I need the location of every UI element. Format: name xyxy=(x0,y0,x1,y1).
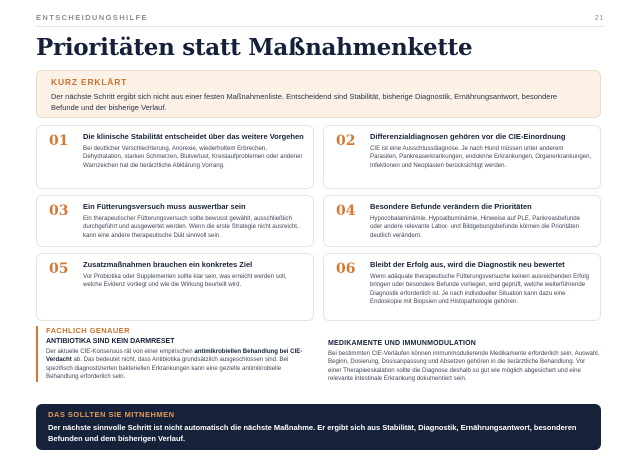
takeaway-label: DAS SOLLTEN SIE MITNEHMEN xyxy=(48,410,175,419)
card-number: 03 xyxy=(49,203,69,219)
medication-subtitle: MEDIKAMENTE UND IMMUNMODULATION xyxy=(328,340,477,347)
card-number: 01 xyxy=(49,133,69,149)
card-title: Zusatzmaßnahmen brauchen ein konkretes Ziel xyxy=(83,260,253,269)
page-number: 21 xyxy=(594,12,604,22)
summary-text: Der nächste Schritt ergibt sich nicht aus einer festen Maßnahmenliste. Entscheidend sind Stabilität, bisherige Diagnostik, Ernährungsantwort, besondere Befunde und der bisherige Verlauf. xyxy=(51,92,558,112)
deep-dive-label: FACHLICH GENAUER xyxy=(46,326,130,335)
medication-section xyxy=(328,340,600,384)
priority-card-04 xyxy=(323,195,601,247)
card-number: 02 xyxy=(336,133,356,149)
card-title: Differenzialdiagnosen gehören vor die CIE-Einordnung xyxy=(370,132,566,141)
medication-text: Bei bestimmten CIE-Verläufen können immunmodulierende Medikamente erforderlich sein. Auswahl, Beginn, Dosierung, Dosisanpassung und Absetzen gehören in die tierärztliche Behandlung. Vor einer Therapieeskalation sollte die Diagnose deshalb so gut wie möglich abgesichert und eine relevante intestinale Erkrankung dokumentiert sein. xyxy=(328,350,600,383)
card-title: Ein Fütterungsversuch muss auswertbar sein xyxy=(83,202,246,211)
card-title: Die klinische Stabilität entscheidet über das weitere Vorgehen xyxy=(83,132,304,141)
card-number: 05 xyxy=(49,261,69,277)
takeaway-box xyxy=(36,404,601,450)
card-number: 04 xyxy=(336,203,356,219)
card-text: Hypocobalaminämie, Hypoalbuminämie, Hinweise auf PLE, Pankreasbefunde oder andere relevante Labor- und Bildgebungsbefunde können die Prioritäten deutlich verändern. xyxy=(370,215,581,239)
card-title: Bleibt der Erfolg aus, wird die Diagnostik neu bewertet xyxy=(370,260,565,269)
summary-label: KURZ ERKLÄRT xyxy=(51,77,128,87)
priority-card-01 xyxy=(36,125,314,189)
page-header xyxy=(36,10,604,24)
card-title: Besondere Befunde verändern die Prioritäten xyxy=(370,202,532,211)
priority-card-02 xyxy=(323,125,601,189)
card-text: CIE ist eine Ausschlussdiagnose. Je nach Hund müssen unter anderem Parasiten, Pankreaserkrankungen, endokrine Erkrankungen, Organerkrankungen, Infektionen und Neoplasien berücksichtigt werden. xyxy=(370,145,592,169)
deep-dive-section xyxy=(36,326,306,382)
priority-card-03 xyxy=(36,195,314,247)
deep-dive-text: Der aktuelle CIE-Konsensus rät von einer empirischen antimikrobiellen Behandlung bei CIE-Verdacht ab. Das bedeutet nicht, dass Antibiotika grundsätzlich ausgeschlossen sind. Bei spezifisch diagnostizierten bakteriellen Erkrankungen kann eine gezielte antimikrobielle Behandlung erforderlich sein. xyxy=(46,348,303,381)
card-text: Ein therapeutischer Fütterungsversuch sollte bewusst gewählt, ausschließlich durchgeführt und ausgewertet werden. Wenn die erste Strategie nicht ausreicht, kann eine andere therapeutische Diät sinnvoll sein. xyxy=(83,215,299,239)
section-label: ENTSCHEIDUNGSHILFE xyxy=(36,12,148,22)
header-divider xyxy=(36,26,604,27)
priority-card-06 xyxy=(323,253,601,321)
card-text: Bei deutlicher Verschlechterung, Anorexie, wiederholtem Erbrechen, Dehydratation, starken Schmerzen, Blutverlust, Kreislaufproblemen oder anderen Warnzeichen hat die tierärztliche Abklärung Vorrang. xyxy=(83,145,303,169)
summary-box xyxy=(36,70,601,118)
takeaway-text: Der nächste sinnvolle Schritt ist nicht automatisch die nächste Maßnahme. Er ergibt sich aus Stabilität, Diagnostik, Ernährungsantwort, besonderen Befunden und dem bisherigen Verlauf. xyxy=(48,423,577,443)
card-number: 06 xyxy=(336,261,356,277)
page-title: Prioritäten statt Maßnahmenkette xyxy=(36,34,473,61)
deep-dive-subtitle: ANTIBIOTIKA SIND KEIN DARMRESET xyxy=(46,338,175,345)
priority-card-05 xyxy=(36,253,314,321)
card-text: Vor Probiotika oder Supplementen sollte klar sein, was erreicht werden soll, welche Evidenz vorliegt und wie die Wirkung beurteilt wird. xyxy=(83,273,287,289)
card-text: Wenn adäquate therapeutische Fütterungsversuche keinen ausreichenden Erfolg bringen oder besondere Befunde vorliegen, wird geprüft, welche weiterführende Diagnostik erforderlich ist. Je nach individueller Situation kann dazu eine Endoskopie mit Biopsien und Histopathologie gehören. xyxy=(370,273,590,306)
